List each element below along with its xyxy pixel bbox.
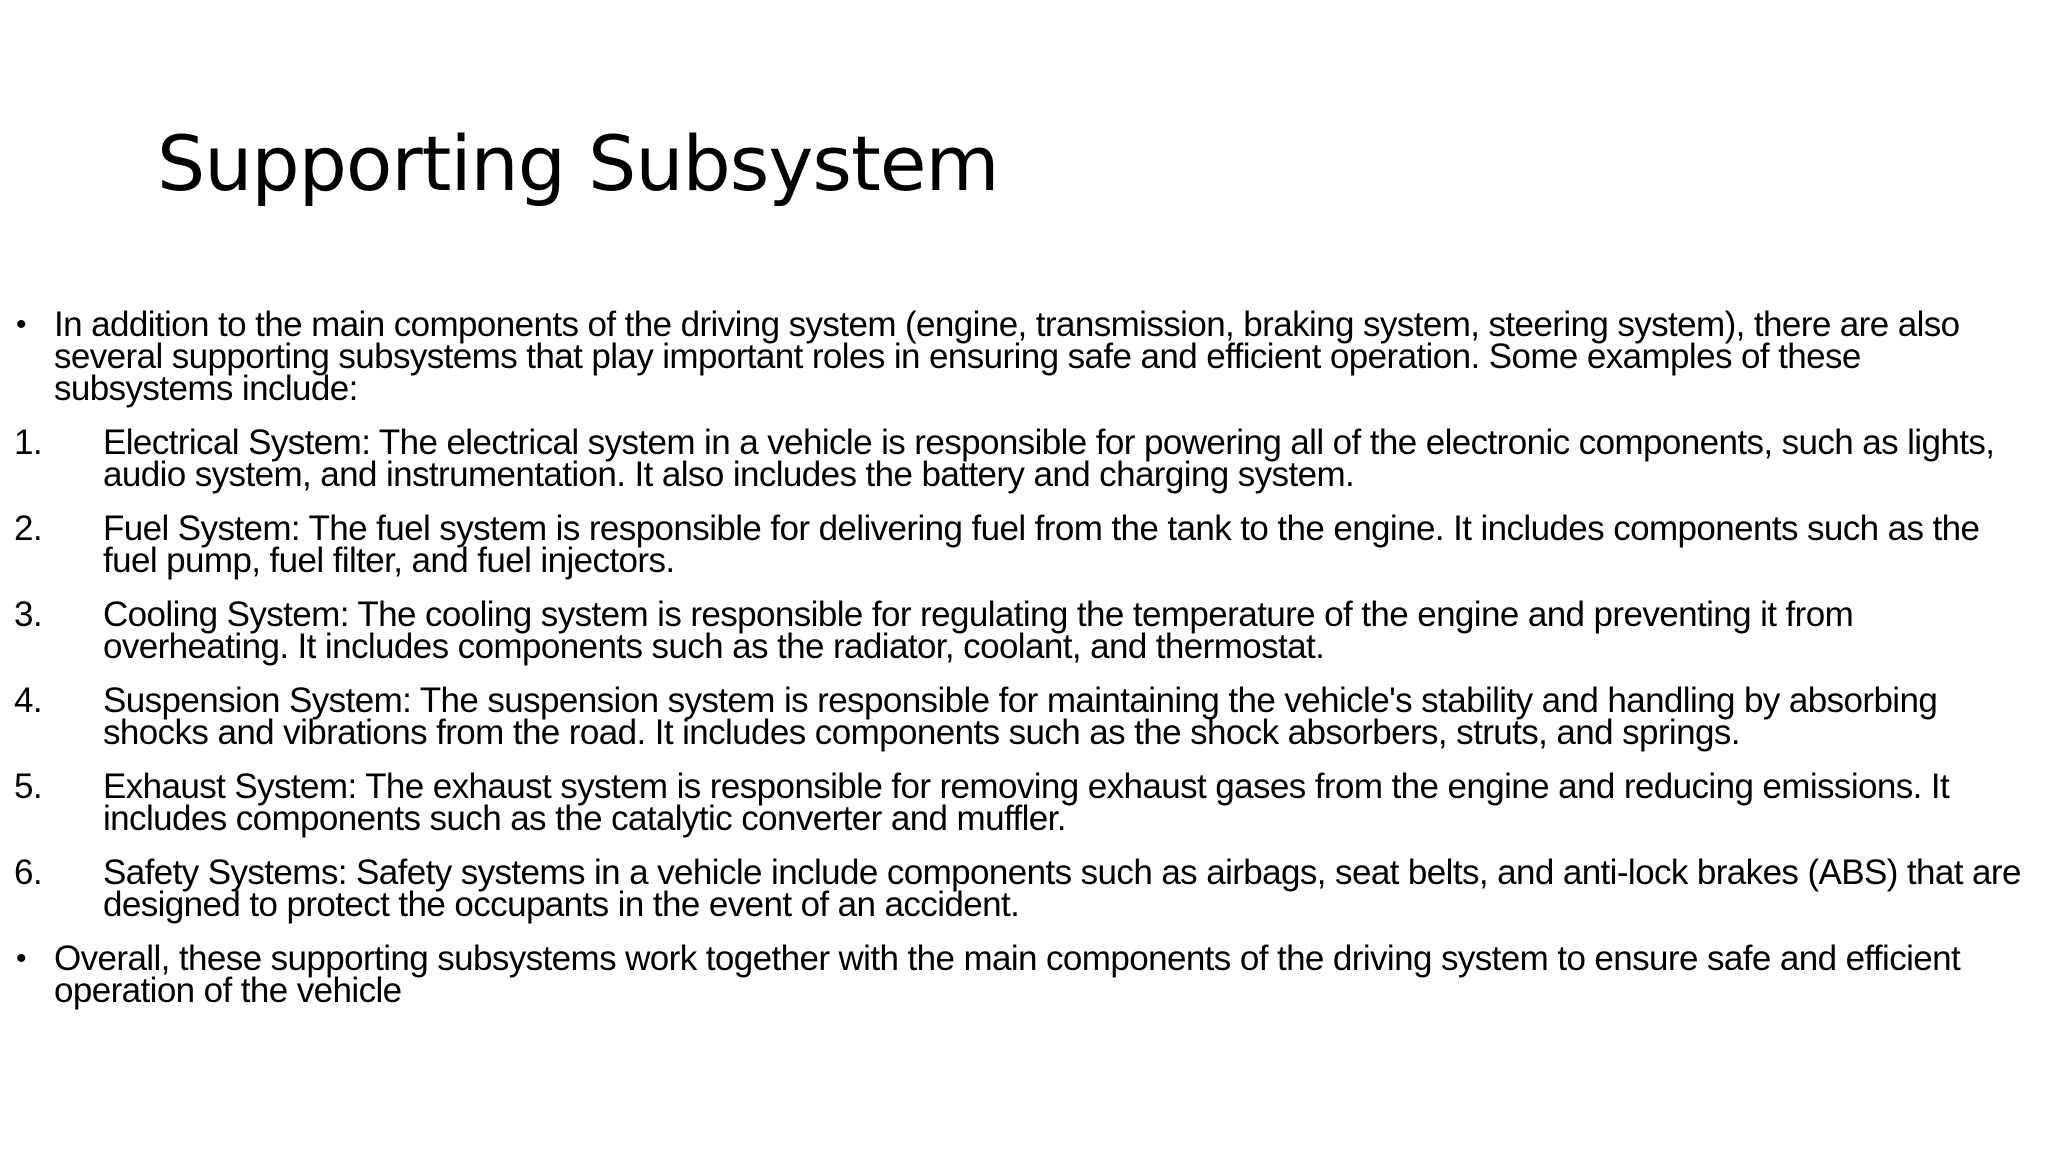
item-number: 1. [14,423,42,462]
item-number: 4. [14,681,42,720]
list-item-fuel [14,509,2036,580]
list-item-electrical [14,423,2036,494]
list-item-suspension [14,681,2036,752]
item-text: Suspension System: The suspension system is responsible for maintaining the vehicle's stability and handling by absorbing shocks and vibrations from the road. It includes components such as the shock absorbers, struts, and springs. [103,681,1938,752]
list-item-cooling [14,595,2036,666]
item-text: Safety Systems: Safety systems in a vehicle include components such as airbags, seat belts, and anti-lock brakes (ABS) that are designed to protect the occupants in the event of an accident. [103,853,2021,924]
item-text: Cooling System: The cooling system is responsible for regulating the temperature of the engine and preventing it from overheating. It includes components such as the radiator, coolant, and thermostat. [103,595,1854,666]
item-text: Electrical System: The electrical system in a vehicle is responsible for powering all of the electronic components, such as lights, audio system, and instrumentation. It also includes the battery and charging system. [103,423,1995,494]
item-number: 5. [14,767,42,806]
list-item-safety [14,853,2036,924]
slide-title: Supporting Subsystem [157,119,999,208]
intro-bullet [14,305,2036,408]
bullet-marker: • [16,308,26,341]
slide-body [14,305,2036,1029]
item-text: Exhaust System: The exhaust system is responsible for removing exhaust gases from the engine and reducing emissions. It includes components such as the catalytic converter and muffler. [103,767,1950,838]
item-text: Fuel System: The fuel system is responsible for delivering fuel from the tank to the engine. It includes components such as the fuel pump, fuel filter, and fuel injectors. [103,509,1980,580]
conclusion-text: Overall, these supporting subsystems work together with the main components of the driving system to ensure safe and efficient operation of the vehicle [54,939,1961,1010]
conclusion-bullet [14,939,2036,1010]
item-number: 6. [14,853,42,892]
bullet-marker: • [16,942,26,975]
item-number: 3. [14,595,42,634]
item-number: 2. [14,509,42,548]
intro-text: In addition to the main components of the driving system (engine, transmission, braking system, steering system), there are also several supporting subsystems that play important roles in ensuring safe and efficient operation. Some examples of these subsystems include: [54,305,1960,408]
list-item-exhaust [14,767,2036,838]
